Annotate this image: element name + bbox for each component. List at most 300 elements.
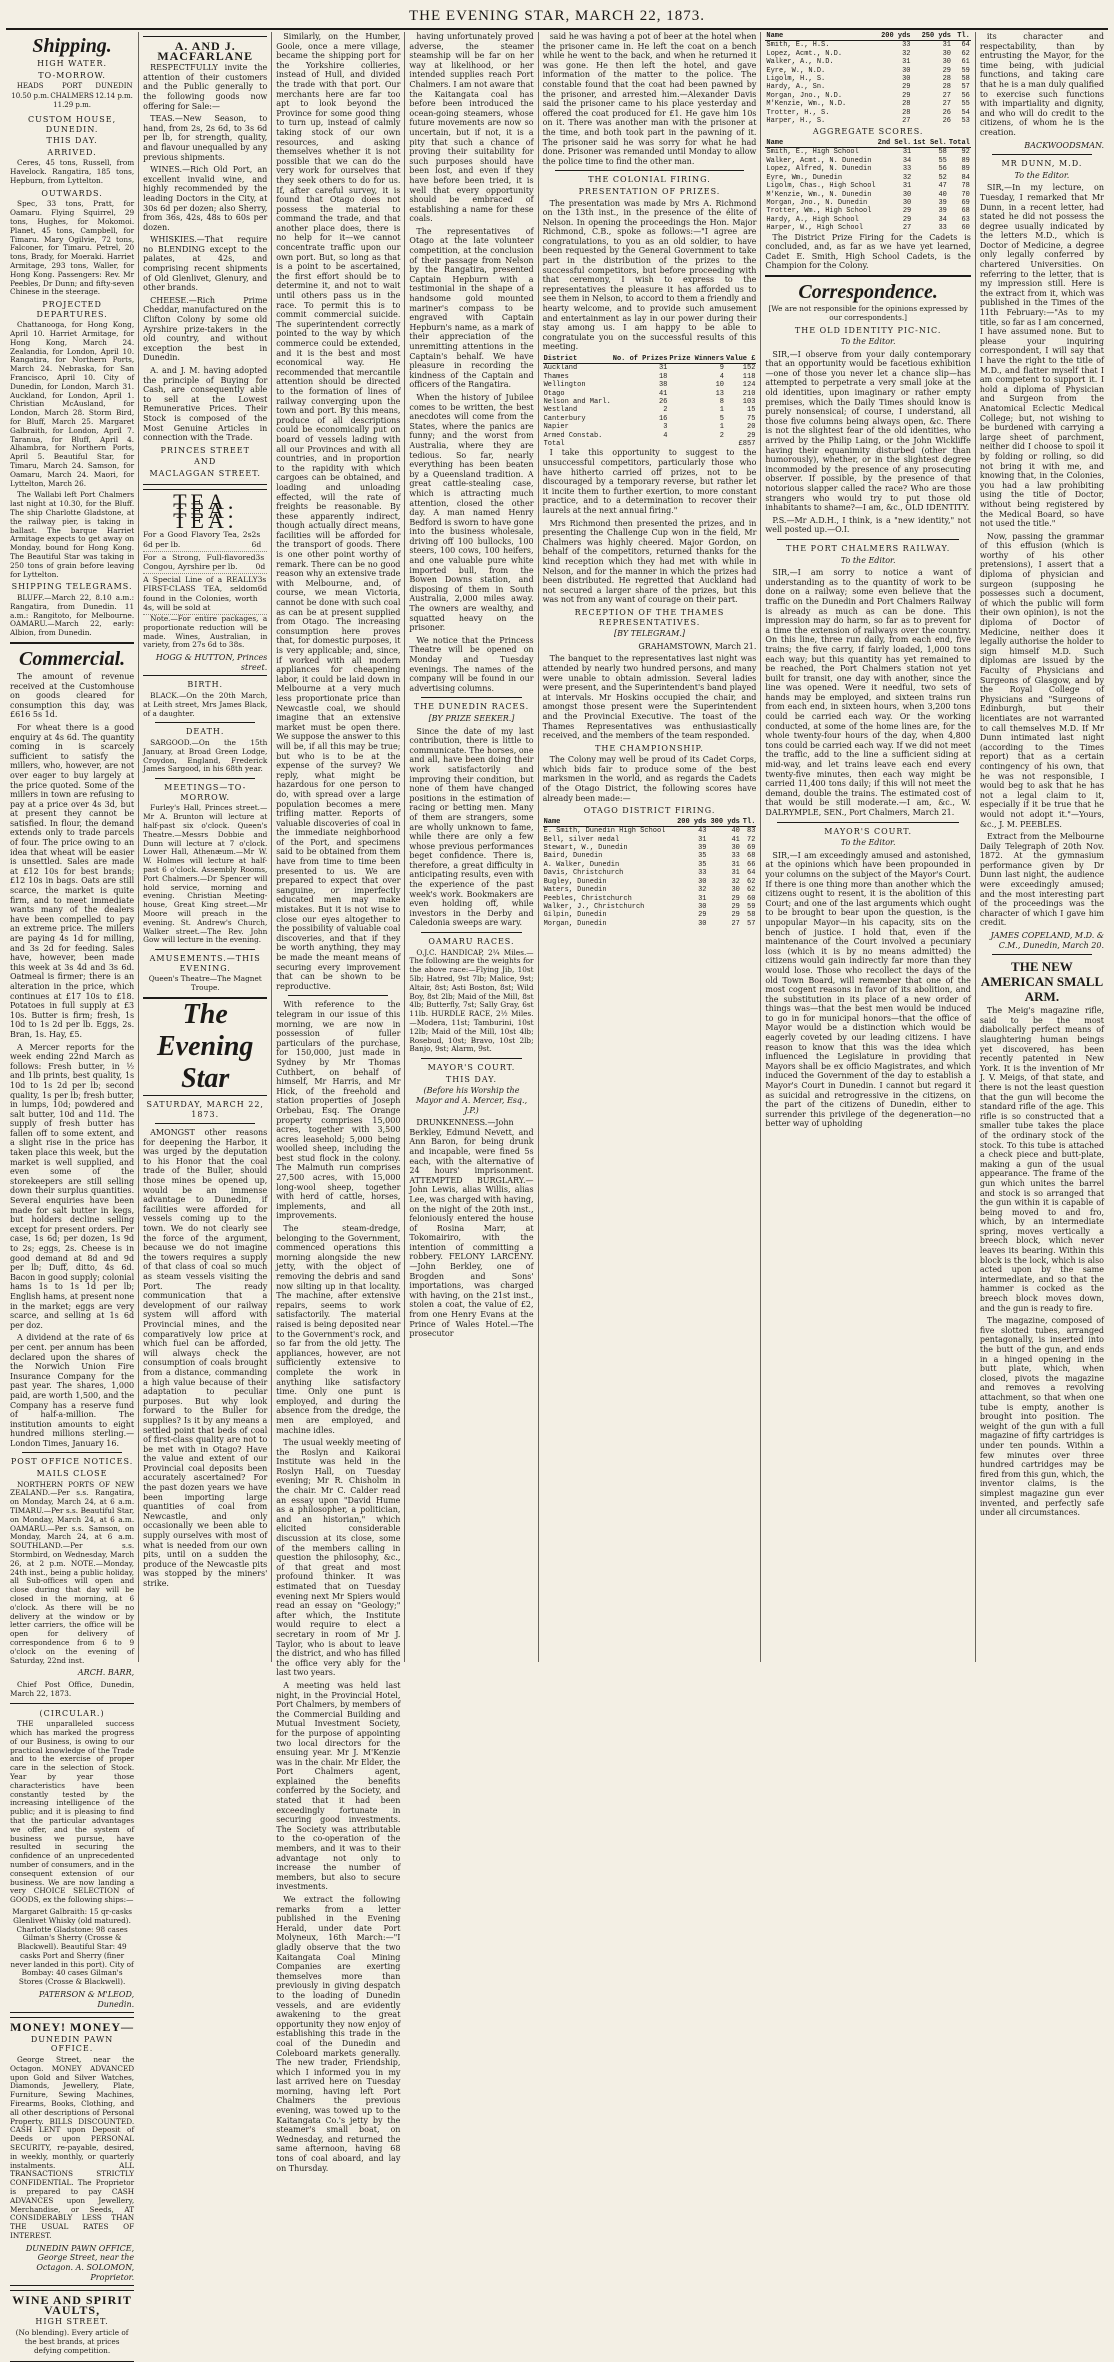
table-cell: 2 (663, 406, 668, 415)
table-row (543, 423, 757, 431)
news-paragraph: The steam-dredge, belonging to the Government, commenced operations this morning alongside the new jetty, with the object of removing the debris and sand now silting up in that locality. The machine, after extensive repairs, seems to work satisfactorily. The material raised is being deposited near to the Government's rock, and so far from the old jetty. The appliances, however, are not sufficiently extensive to complete the work in anything like satisfactory time. Only one punt is employed, and during the absence from the dredge, the men are employed, and machine idles. (276, 1224, 401, 1435)
table-row (765, 109, 970, 117)
divider (10, 642, 134, 644)
table-cell: Stewart, W., Dunedin (543, 844, 628, 853)
table-cell: Westland (543, 406, 578, 415)
colonial-firing-text: I take this opportunity to suggest to the unsuccessful competitors, particularly those who have hitherto carried off prizes, not to be discouraged by a temporary reverse, but rather let it incite them to further exertion, to more constant practice, and to a determination to recover their laurels at the next annual firing." (542, 448, 757, 516)
table-header-cell: Value £ (726, 355, 756, 363)
high-water-heading: HIGH WATER. (37, 59, 108, 68)
table-cell: 39 (938, 198, 947, 207)
table-cell: Walker, A., N.D. (766, 58, 834, 67)
table-cell: Ligolm, Chas., High School (766, 182, 876, 191)
table-cell: 41 (658, 389, 668, 398)
table-cell: 20 (747, 423, 756, 432)
circular-firm: PATERSON & M'LEOD, Dunedin. (38, 1990, 135, 2009)
macfarlane-wines: WINES.—Rich Old Port, an excellent invalid wine, and highly recommended by the leading Doctors in the City, at 30s 6d per dozen; also Sherry, from 36s, 42s, 48s to 60s per dozen. (143, 165, 268, 232)
column-7 (976, 32, 1108, 1662)
divider (421, 697, 521, 698)
table-header-cell: Tl. (952, 32, 971, 41)
table-cell: Harper, H., S. (766, 117, 826, 126)
table-cell: 62 (747, 877, 756, 886)
letter-signature: BACKWOODSMAN. (1024, 140, 1104, 150)
aggregate-heading: AGGREGATE SCORES. (812, 127, 924, 137)
table-header-row (543, 818, 757, 827)
death-text: SARGOOD.—On the 15th January, at Broad Green Lodge, Croydon, England, Frederick James Sargood, in his 68th year. (143, 738, 268, 774)
table-cell: M'Kenzie, Wm., N.D. (766, 100, 847, 109)
table-row (543, 406, 757, 414)
table-row (765, 157, 970, 165)
table-cell: 5 (719, 414, 724, 423)
table-cell: 28 (942, 75, 951, 84)
letter-text: Extract from the Melbourne Daily Telegraph of 20th Nov. 1872. At the gymnasium performance given by Dr Dunn last night, the audience were exceedingly amused; and the most interesting part of the proceedings was the character of which I gave him credit. (979, 832, 1104, 928)
tea-note: Note.—For entire packages, a proportionate reduction will be made. Wines, Australian, in variety, from 27s 6d to 38s. (143, 614, 268, 650)
meetings-heading: MEETINGS—TO-MORROW. (164, 783, 247, 802)
table-cell: 103 (742, 398, 756, 407)
tide-place: HEADS (16, 82, 44, 91)
letter-text: SIR,—I am exceedingly amused and astonished, at the opinions which have been propounded in your columns on the subject of the Mayor's Court. If there is one thing more than another which the citizens ought to resent, it is the abolition of this Court; and one of the last arguments which ought to be brought to bear upon the question, is the unpopular Mayor—in his capacity, sits on the bench of justice. I hold that, even if the maintenance of the Court involved a pecuniary loss (which it is by no means admitted) the citizens would gain indirectly far more than they would lose. Those who recollect the days of the old Town Board, will remember that one of the most cogent reasons in favor of its abolition, and the substitution in its place of a new order of things was—that the best men would be induced to go in for municipal honors—that the office of Mayor would be a distinction which would be eagerly coveted by our leading citizens. I have reason to know that this was the idea which influenced the Legislature in providing that Mayors shall be ex officio Magistrates, and which induced the Government of the day to establish a Mayor's Court in Dunedin. I cannot but regard it as suicidal and retrogressive in the citizens, on the part of the citizens of Dunedin, either to surrender this privilege of the degeneration—no better way of upholding (765, 850, 971, 1129)
table-cell: 32 (698, 886, 707, 895)
letter-postscript: P.S.—Mr A.D.H., I think, is a "new identity," not well posted up.—O.I. (765, 515, 971, 535)
table-cell: 29 (942, 66, 951, 75)
table-cell: Trotter, H., S. (766, 108, 830, 117)
table-cell: 56 (938, 165, 947, 174)
table-header-row (765, 32, 970, 41)
divider (155, 778, 255, 779)
table-cell: 27 (902, 117, 911, 126)
letter-text: SIR,—I am sorry to notice a want of understanding as to the quantity of work to be done on a railway; some even believe that the traffic on the Dunedin and Port Chalmers Railway is already as much as can be done. This impression may do harm, so far as to prevent for a time the extension of railways over the country. On this line, three run daily, from each end, five trains; the five carry, if fairly loaded, 1,000 tons each way; but this quantity has yet remained to be reached, the Port Chalmers station not yet built for transit, one day with another, since the line was opened. Were it needful, two sets of hands may be employed, and sixteen trains run from each end, in sixteen hours, when 3,200 tons could be carried each way. Or the working conducted, at some of the home lines are, for the whole twenty-four hours of the day, when 4,800 tons could be carried each way. If we did not meet the traffic, add to the line a sufficient siding at mid-way, and let trains leave each end every twenty-five minutes, then each way might be carried 11,400 tons daily; if this will not meet the demand, double the trains. The estimated cost of that would be still moderate.—I am, &c., W. DALRYMPLE, SEN., Port Chalmers, March 21. (765, 568, 971, 817)
post-office-date: Chief Post Office, Dunedin, March 22, 1873. (10, 1679, 135, 1698)
table-cell: 27 (902, 224, 912, 233)
table-cell: 29 (731, 902, 740, 911)
table-cell: 30 (942, 49, 951, 58)
table-cell: Davis, Christchurch (543, 869, 624, 878)
to-morrow-label: TO-MORROW. (38, 70, 106, 80)
table-row (543, 381, 757, 389)
table-cell: 89 (961, 156, 970, 165)
tide-place: DUNEDIN (95, 82, 133, 91)
table-cell: 33 (902, 41, 911, 50)
table-header-cell: Tl. (742, 817, 756, 826)
table-cell: 2 (719, 431, 724, 440)
table-header-cell: No. of Prizes (612, 355, 668, 363)
outwards-text: Spec, 33 tons, Pratt, for Oamaru. Flying Squirrel, 29 tons, Hughes, for Mokomoi. Planet, 45 tons, Campbell, for Timaru. Mary Ogilvie, 72 tons, Falconer, for Timaru. Petrel, 20 tons, Brady, for Moeraki. Harriet Armitage, 293 tons, Waller, for Hong Kong. Passengers: Rev. Mr Peebles, Dr Dunn; and fifty-seven Chinese in the steerage. (10, 199, 135, 297)
table-cell: 30 (698, 902, 707, 911)
wine-subheading: HIGH STREET. (35, 2317, 109, 2327)
table-cell: 43 (698, 827, 707, 836)
divider (992, 154, 1092, 155)
oamaru-races-text: O.J.C. HANDICAP, 2¼ Miles.—The following are the weights for the above race:—Flying Jib, 10st 5lb; Hatred, 9st 7lb; Malice, 9st; Altair, 8st; Asti Boston, 8st; Wild Boy, 8st 2lb; Maid of the Mill, 8st 4lb; Butterfly, 7st; Sally Gray, 6st 11lb. HURDLE RACE, 2½ Miles.—Modera, 11st; Tamburini, 10st 12lb; Maid of the Mill, 10st 4lb; Rosebud, 10st; Bravo, 10st 2lb; Banjo, 9st; Alarm, 9st. (409, 947, 534, 1054)
championship-text: The Colony may well be proud of its Cadet Corps, which bids fair to produce some of the best marksmen in the world, and as regards the Cadets of the Otago District, the following scores have already been made:— (542, 755, 757, 803)
table-cell: 58 (938, 148, 947, 157)
table-cell: 152 (742, 364, 756, 373)
tide-time: 12.14 p.m. (95, 91, 133, 100)
divider (155, 949, 255, 950)
letter-heading: THE PORT CHALMERS RAILWAY. (785, 543, 951, 553)
table-cell: 124 (742, 381, 756, 390)
tea-price-row (143, 552, 267, 574)
table-cell: 57 (747, 919, 756, 928)
telegrams-heading: SHIPPING TELEGRAMS. (11, 582, 133, 592)
column-2 (139, 32, 272, 1662)
table-cell: Walker, J., Christchurch (543, 902, 645, 911)
oamaru-races-heading: OAMARU RACES. (428, 937, 515, 947)
table-cell: 28 (942, 83, 951, 92)
table-header-cell: Name (543, 818, 675, 827)
tea-price-row (143, 574, 267, 615)
table-cell: 41 (731, 835, 740, 844)
column-6 (761, 32, 975, 1662)
wine-heading: WINE AND SPIRIT VAULTS, (12, 2293, 132, 2317)
table-cell: 92 (961, 148, 970, 157)
news-paragraph: The representatives of Otago at the late volunteer competition, at the conclusion of their passage from Nelson by the Rangatira, presented Captain Hepburn with a testimonial in the shape of a handsome gold mounted mariner's compass to be engraved with Captain Hepburn's name, as a mark of their appreciation of the unremitting attentions in the Captain's behalf. We have pleasure in recording the kindness of the Captain and officers of the Rangatira. (409, 226, 534, 390)
macfarlane-heading: A. AND J. MACFARLANE (157, 39, 254, 63)
table-cell: 54 (961, 108, 970, 117)
table-cell: 29 (902, 215, 912, 224)
money-subheading: DUNEDIN PAWN OFFICE. (30, 2034, 114, 2054)
table-cell: 32 (731, 877, 740, 886)
table-cell: 30 (731, 844, 740, 853)
table-cell: Nelson and Marl. (543, 398, 611, 407)
table-cell: Hardy, A., High School (766, 215, 859, 224)
table-cell: 16 (658, 414, 668, 423)
death-heading: DEATH. (185, 727, 225, 737)
table-cell: 70 (961, 190, 970, 199)
divider (155, 722, 255, 723)
money-heading: MONEY! MONEY— (10, 2020, 135, 2035)
table-cell: 30 (942, 58, 951, 67)
table-cell: Ligolm, H., S. (766, 75, 826, 84)
table-cell: 8 (719, 398, 724, 407)
table-cell: 31 (698, 894, 707, 903)
meetings-text: Furley's Hall, Princes street.—Mr A. Brunton will lecture at half-past six o'clock. Queen's Theatre.—Messrs Dobbie and Dunn will lecture at 7 o'clock. Lower Hall, Athenæum.—Mr W. W. Holmes will lecture at half-past 6 o'clock. Assembly Rooms, Port Chalmers.—Dr Spencer will hold service, morning and evening. Christian Meeting-house, Great King street.—Mr Moore will preach in the evening. St. Andrew's Church, Walker street.—The Rev. John Gow will lecture in the evening. (143, 803, 268, 945)
table-cell: Thames (543, 372, 569, 381)
table-cell: 27 (942, 100, 951, 109)
macfarlane-cheese: CHEESE.—Rich Prime Cheddar, manufactured on the Clifton Colony by some old Ayrshire prize-takers in the old country, and without exception the best in Dunedin. (143, 295, 268, 363)
table-cell: 33 (902, 165, 912, 174)
table-cell: Hardy, A., Sn. (766, 83, 826, 92)
table-cell: 26 (658, 398, 668, 407)
table-cell: Morgan, Dunedin (543, 919, 607, 928)
table-cell: Eyre, Wm., Dunedin (766, 173, 843, 182)
table-cell: 35 (698, 860, 707, 869)
editorial-continued: Similarly, on the Humber, Goole, once a mere village, became the shipping port for the Yorkshire collieries, instead of Hull, and divided the trade with that port. Our merchants here are far too apt to look beyond the Province for some good thing to turn up, instead of calmly taking stock of our own resources, and asking themselves whether it is not possible that we can do the very work for ourselves that they seek others to do for us. If, after careful survey, it is found that Otago does not possess the material to command the trade, and that another place does, there is no help for it—we cannot concentrate traffic upon our own port. But, so long as that is a point to be ascertained, the first effort should be to determine it, and not to wait until others pass us in the race. To permit this is to commit commercial suicide. The superintendent correctly pointed to the way by which commerce could be extended, and it is the best and most economical way. He recommended that mercantile attention should be directed to the formation of lines of railway converging upon the town and port. By this means, produce of all descriptions could be economically put on board of vessels lading with all our Provinces and with all countries, and in proportion to the rapidity with which cargoes can be obtained, and loading and unloading effected, will the rate of freights be reasonable. By these apparently indirect, though actually direct means, facilities will be afforded for the transport of goods. There is one other point worthy of remark. There can be no good reason why an extensive trade with Melbourne, and, of course, we mean Victoria, cannot be done with such coal as can be at present supplied from Otago. The increasing consumption here proves that, for domestic purposes, it is very applicable; and, since, if worked with all modern appliances for cheapening labor, it could be laid down in Melbourne at a very much less proportionate price than Newcastle coal, we should imagine that an extensive market must be open there. We suppose the answer to this will be, if all this may be true; but who is to be at the expense of the survey? We reply, what might be hazardous for one person to do, with spread over a large population becomes a mere trifling matter. Reports of valuable discoveries of coal in the immediate neighborhood of the Port, and specimens said to be obtained from them have from time to time been presented to us. We are prepared to expect that over sanguine, or imperfectly educated men may make mistakes. But it is not wise to close our eyes altogether to the possibility of valuable coal discoveries, and that if they be worth anything, they may be made the meant means of securing every improvement that can be shown to be reproductive. (276, 32, 401, 991)
court-continued: said he was having a pot of beer at the hotel when the prisoner came in. He left the coat on a bench while he went to the back, and when he returned it was gone. He then left the hotel, and gave information of the matter to the police. The constable found that the coat had been pawned by the prisoner, and arrested him.—Alexander Davis said the prisoner came to his place yesterday and offered the coat produced for £1. He gave him 10s on it. There was another man with the prisoner at the time, and both took part in the pawning of it. The prisoner said he was sorry for what he had done. Prisoner was remanded until Monday to allow the police time to find the other man. (542, 32, 757, 166)
table-cell: 26 (942, 108, 951, 117)
table-row (765, 199, 970, 207)
table-row (543, 398, 757, 406)
table-row (765, 191, 970, 199)
table-cell: 63 (961, 215, 970, 224)
table-row (765, 67, 970, 75)
birth-heading: BIRTH. (187, 680, 224, 690)
macfarlane-intro: RESPECTFULLY invite the attention of their customers and the Public generally to the following goods now offering for Sale:— (143, 63, 268, 111)
table-cell: 60 (961, 224, 970, 233)
circular-advert (10, 1703, 134, 2014)
column-1 (6, 32, 139, 2355)
table-cell: Auckland (543, 364, 578, 373)
projected-heading: PROJECTED DEPARTURES. (36, 300, 108, 319)
otago-scores-table (543, 818, 757, 928)
letter-heading: MR DUNN, M.D. (1001, 159, 1083, 169)
table-header-cell: 200 yds (674, 818, 707, 827)
editorial-text: AMONGST other reasons for deepening the Harbor, it was urged by the deputation to his Honor that the coal trade of the Buller, should those mines be opened up, would be an immense advantage to Dunedin, if facilities were afforded for vessels coming up to the town. We do not clearly see the force of the argument, because we do not imagine the towers requires a supply of that class of coal so much as steam vessels visiting the Port. The ready communication that a development of our railway system will afford with Provincial mines, and the comparatively low price at which fuel can be afforded, will always check the consumption of coals brought from a distance, commanding a high value because of their adaptation to peculiar purposes. But why look forward to the Buller for supplies? Is it by any means a settled point that beds of coal of first-class quality are not to be met with in Otago? Have the value and extent of our Provincial coal deposits been accurately ascertained? For the past dozen years we have been importing large quantities of coal from Newcastle, and only occasionally we been able to supply ourselves with most of what is needed from our own pits, until on a sudden the produce of the Newcastle pits was stopped by the miners' strike. (143, 1128, 268, 1589)
table-row (543, 364, 757, 373)
wine-text: (No blending). Every article of the best brands, at prices defying competition. (15, 2327, 129, 2355)
colonial-firing-text: The presentation was made by Mrs A. Richmond on the 13th inst., in the presence of the élite of Nelson. In opening the proceedings the Hon. Major Richmond, C.B., spoke as follows:—"I agree are congratulations, to you as an old soldier, to have been requested by the General Government to take part in the distribution of the prizes to the successful competitors, but before proceeding with that ceremony, I wish to express to the representatives the pleasure it has afforded us to see them in Nelson, to accord to them a friendly and hearty welcome, and to provide such amusement and entertainment as lay in our power during their stay among us. I am happy to be able to congratulate you on the successful results of this meeting. (542, 198, 757, 352)
table-cell: 29 (731, 911, 740, 920)
table-row (765, 224, 970, 232)
money-firm: DUNEDIN PAWN OFFICE, George Street, near the Octagon. A. SOLOMON, Proprietor. (25, 2243, 135, 2282)
tea-item: For a Good Flavory Tea, 2s 6d per lb. (143, 530, 252, 549)
table-cell: 30 (698, 877, 707, 886)
table-cell: 30 (902, 190, 912, 199)
circular-ships: Margaret Galbraith: 15 qr-casks Glenlivet Whisky (old matured). Charlotte Gladstone: 98 cases Gilman's Sherry (Crosse & Blackwell). Beautiful Star: 49 casks Port and Sherry (finer never landed in this port). City of Bombay: 40 cases Gilman's Stores (Crosse & Blackwell). (10, 1906, 134, 1987)
letter-continued: its character and respectability, than by entrusting the Mayor, for the time being, with judicial functions, and taking care that he is a man duly qualified to exercise such functions with impartiality and dignity, and who will do credit to the citizens, of whom he is the creation. (979, 32, 1104, 137)
table-cell: 29 (902, 91, 911, 100)
table-row (543, 895, 757, 903)
wine-advert (10, 2290, 134, 2362)
table-row (543, 836, 757, 844)
table-row (765, 50, 970, 58)
table-header-cell: Prize Winners (669, 355, 724, 363)
table-header-cell: 250 yds (911, 32, 952, 41)
table-cell: 40 (938, 190, 947, 199)
table-cell: 30 (902, 66, 911, 75)
news-paragraph: When the history of Jubilee comes to be written, the best anecdotes will come from the States, where the panics are funny; and the worst from Australia, where they are tedious. So far, nearly everything has been beaten by a Queensland tradition. A great cattle-stealing case, which is attracting much attention, closed the other day. A man named Henry Bedford is sworn to have gone into the business wholesale, driving off 100 bullocks, 100 steers, 100 cows, 100 heifers, and one valuable pure white imported bull, from the Bowen Downs station, and disposing of them in South Australia, 2,000 miles away. The owners are wealthy, and squatted heavy on the prisoner. (409, 392, 534, 633)
telegrams-text: BLUFF.—March 22, 8.10 a.m.: Rangatira, from Dunedin. 11 a.m.: Rangitoto, for Melbourne. OAMARU.—March 22, early: Albion, from Dunedin. (10, 592, 135, 638)
table-cell: 56 (961, 91, 970, 100)
table-cell: 32 (902, 49, 911, 58)
table-row (765, 41, 970, 50)
table-cell: 59 (747, 902, 756, 911)
table-cell: 29 (902, 83, 911, 92)
table-cell: 30 (902, 75, 911, 84)
table-cell: 4 (719, 372, 724, 381)
commercial-paragraph: A Mercer reports for the week ending 22nd March as follows: Fresh butter, in ½ and 1lb prints, best quality, 1s 10d to 1s 2d per lb; second quality, 1s per lb; fresh butter, in lumps, 10d; powdered and salt butter, 10d and 11d. The supply of fresh butter has fallen off to some extent, and a slight rise in the price has taken place this week, but the market is well supplied, and even some of the storekeepers are still selling down their surplus quantities. Several enquiries have been made for salt butter in kegs, but holders decline selling except for present orders. Per case, 1s 6d; per dozen, 1s 9d to 2s; eggs, 2s. Cheese is in good demand at 8d and 9d per lb; Duff, ditto, 4s 6d. Bacon in good supply; colonial hams 1s to 1s 1d per lb; English hams, at present none in the market; eggs are very scarce, and selling at 1s 6d per doz. (10, 1042, 135, 1330)
table-cell: 59 (961, 66, 970, 75)
table-cell: 27 (942, 91, 951, 100)
table-cell: 29 (902, 207, 912, 216)
table-cell: Napier (543, 423, 569, 432)
table-cell: 34 (902, 156, 912, 165)
table-cell: 78 (961, 182, 970, 191)
mails-close-label: MAILS CLOSE (36, 1469, 108, 1479)
championship-heading: THE CHAMPIONSHIP. (595, 743, 704, 753)
table-cell: 62 (961, 49, 970, 58)
table-row (765, 83, 970, 91)
table-cell: 29 (747, 431, 756, 440)
table-cell: 69 (747, 844, 756, 853)
mayors-court-text: DRUNKENNESS.—John Berkley, Edmund Nevett, and Ann Baron, for being drunk and incapable, were fined 5s each, with the alternative of 24 hours' imprisonment. ATTEMPTED BURGLARY.—John Lewis, alias Willis, alias Lee, was charged with having, on the night of the 20th inst., feloniously entered the house of Rosina Marr, at Tokomairiro, with the intention of committing a robbery. FELONY LARCENY.—John Berkley, one of Brogden and Sons' importations, was charged with having, on the 21st inst., stolen a coat, the value of £2, from one Henry Evans at the Prince of Wales Hotel.—The prosecutor (409, 1118, 534, 1339)
table-cell: Peebles, Christchurch (543, 894, 632, 903)
rifle-text: The magazine, composed of five slotted tubes, arranged pentagonally, is inserted into the butt of the gun, and ends in a hinged opening in the butt plate, which, when closed, pivots the magazine and removes a revolving attachment, so that when one tube is empty, another is brought into position. The weight of the gun with a full magazine of fifty cartridges is under ten pounds. Within a few minutes over three hundred cartridges may be fired from this gun, which, the inventor claims, is the simplest magazine gun ever invented, and perfectly safe under all circumstances. (979, 1316, 1104, 1518)
letter-heading: THE OLD IDENTITY PIC-NIC. (794, 325, 942, 335)
table-cell: 31 (942, 41, 951, 50)
news-paragraph: We notice that the Princess Theatre will be opened on Monday and Tuesday evenings. The names of the company will be found in our advertising columns. (409, 635, 534, 693)
table-row (543, 415, 757, 423)
amusements-heading: AMUSEMENTS.—THIS EVENING. (149, 954, 261, 973)
table-header-cell: 300 yds (707, 818, 740, 827)
table-cell: 118 (742, 372, 756, 381)
arrived-text: Ceres, 45 tons, Russell, from Havelock. Rangatira, 185 tons, Hepburn, from Lyttelton. (10, 158, 135, 185)
macfarlane-and: AND (194, 457, 217, 467)
tea-item: For a Strong, Full-flavored Congou, Ayrshire per lb. (143, 552, 256, 572)
tea-price: 3s 6d (257, 574, 268, 594)
divider (555, 170, 745, 171)
table-cell: 28 (902, 108, 911, 117)
projected-text: Chattanooga, for Hong Kong, April 10. Harriet Armitage, for Hong Kong, March 24. Zealandia, for London, April 10. Rangatira, for Northern Ports, March 24. Nebraska, for San Francisco, April 10. City of Dunedin, for London, March 31. Auckland, for London, April 1. Christian McAusland, for London, March 28. Storm Bird, for Bluff, March 25. Margaret Galbraith, for London, April 7. Taranua, for Bluff, April 4. Alhambra, for Northern Ports, April 5. Beautiful Star, for Timaru, March 24. Samson, for Oamaru, March 24. Maori, for Lyttelton, March 26. (10, 320, 135, 488)
shipping-heading: Shipping. (32, 35, 112, 57)
table-row (765, 174, 970, 182)
colonial-firing-text: Mrs Richmond then presented the prizes, and in presenting the Challenge Cup won in the field, Mr Chalmers was highly cheered. Major Gordon, on behalf of the competitors, returned thanks for the kind reception which they had met with while in Nelson, and for the manner in which the prizes had been distributed. He regretted that Auckland had not secured a larger share of the prizes, but this was not from any want of courage on their part. (542, 518, 757, 605)
tide-time: 10.50 p.m. (11, 91, 50, 100)
table-cell: Morgan, Jno., N. Dunedin (766, 198, 868, 207)
table-row (765, 165, 970, 173)
reception-heading: RECEPTION OF THE THAMES REPRESENTATIVES. (574, 607, 725, 627)
news-paragraph: With reference to the telegram in our issue of this morning, we are now in possession of fuller particulars of the purchase, for 150,000, just made in Sydney by Mr Thomas Cuthbert, on behalf of himself, Mr Harris, and Mr Hick, of the freehold and station properties of Joseph Orbebau, Esq. The Orange property comprises 15,000 acres, together with 3,500 acres leasehold; 5,000 being woolled sheep, including the best stud flock in the colony. The Malmuth run comprises 27,500 acres, with 15,000 long-wool sheep, together with herd of cattle, horses, implements, and all improvements. (276, 1000, 401, 1221)
table-row (543, 827, 757, 836)
table-row (543, 886, 757, 894)
money-advert (10, 2017, 134, 2286)
table-cell: 18 (658, 372, 668, 381)
post-office-text: NORTHERN PORTS OF NEW ZEALAND.—Per s.s. Rangatira, on Monday, March 24, at 6 a.m. TIMARU.—Per s.s. Beautiful Star, on Monday, March 24, at 6 a.m. OAMARU.—Per s.s. Samson, on Monday, March 24, at 6 a.m. SOUTHLAND.—Per s.s. Stormbird, on Wednesday, March 26, at 2 p.m. NOTE.—Monday, 24th inst., being a public holiday, all Sub-offices will open and close during that day will be closed in the morning, at 6 o'clock. As there will be no delivery at the window or by letter carriers, the office will be open for delivery of correspondence from 6 to 9 o'clock on the evening of Saturday, 22nd inst. (10, 1479, 135, 1665)
mayors-court-date: THIS DAY. (445, 1074, 498, 1084)
circular-text: THE unparalleled success which has marked the progress of our Business, is owing to our practical knowledge of the Trade and to the exercise of proper care in the selection of Stock. Year by year those characteristics have been constantly tested by the increasing intelligence of the public; and it is pleasing to find that the particular advantages we offer, and the system of business we pursue, have resulted in securing the confidence of an unprecedented number of consumers, and in the consequent extension of our business. We are now landing a very CHOICE SELECTION of GOODS, ex the following ships:— (10, 1719, 135, 1905)
table-cell: 52 (938, 173, 947, 182)
divider (22, 1452, 122, 1453)
table-cell: Wellington (543, 381, 586, 390)
table-cell: 83 (747, 827, 756, 836)
customs-heading: CUSTOM HOUSE, DUNEDIN. (28, 114, 117, 134)
amusements-text: Queen's Theatre—The Magnet Troupe. (148, 974, 262, 993)
tea-banner: TEA. TEA. TEA. (173, 488, 238, 533)
column-3 (272, 32, 405, 2173)
reception-byline: [BY TELEGRAM.] (613, 629, 686, 639)
table-cell: 47 (938, 182, 947, 191)
commercial-heading: Commercial. (19, 647, 126, 670)
divider (777, 822, 958, 823)
aggregate-table (765, 139, 970, 232)
this-day-label: THIS DAY. (46, 136, 98, 146)
table-cell: 10 (715, 381, 724, 390)
circular-heading: (CIRCULAR.) (39, 1708, 105, 1718)
table-cell: 69 (961, 198, 970, 207)
table-cell: 39 (938, 207, 947, 216)
money-text: George Street, near the Octagon. MONEY ADVANCED upon Gold and Silver Watches, Diamonds, Jewellery, Plate, Furniture, Sewing Machines, Firearms, Books, Clothing, and all other descriptions of Personal Property. BILLS DISCOUNTED. CASH LENT upon Deposit of Deeds or upon PERSONAL SECURITY, re-payable, desired, in weekly, monthly, or quarterly instalments. ALL TRANSACTIONS STRICTLY CONFIDENTIAL. The Proprietor is prepared to pay CASH ADVANCES upon Jewellery, Merchandise, or Seeds, AT CONSIDERABLY LESS THAN THE USUAL RATES OF INTEREST. (10, 2055, 135, 2240)
table-cell: 31 (902, 58, 911, 67)
table-cell: 60 (747, 894, 756, 903)
tide-heads (10, 82, 50, 111)
table-row (543, 903, 757, 911)
table-cell: 31 (902, 148, 912, 157)
divider (765, 275, 970, 277)
table-cell: Lopez, Acmt., N.D. (766, 49, 843, 58)
table-header-cell: 2nd Sel. (877, 139, 912, 148)
races-byline: [BY PRIZE SEEKER.] (428, 713, 515, 723)
table-cell: 3 (663, 423, 668, 432)
table-cell: 75 (747, 414, 756, 423)
tide-place: PORT CHALMERS (50, 82, 94, 100)
races-text: Since the date of my last contribution, there is little to communicate. The horses, one and all, have been doing their work satisfactorily and improving their condition, but none of them have changed positions in the estimation of racing or betting men. Many of them are strangers, some are wholly unknown to fame, while there are only a few whose previous performances beget confidence. There is, therefore, a great difficulty in anticipating results, even with the experience of the past week's work. Bookmakers are even holding off, while investors in the Derby and Caledonia sweeps are wary. (409, 726, 534, 928)
macfarlane-advert (143, 36, 267, 485)
letter-text: SIR,—I observe from your daily contemporary that an opportunity would be facetious exhibition—one of those you never let a chance slip—has attempted to perpetrate a very small joke at the old identities, upon imaginary or rather empty premises, which the Daily Times should know is purely nonsensical; of course, I understand, all those five columns being always open, &c. There is not the slightest fear of the old identities, who arrived by the Philip Laing, or the John Wickliffe having their equanimity disturbed (other than humorously), whether, or in the slightest degree incommoded by the presence of any prosecuting observer. If possible, by the presence of that notorious slapper called the race? Who are those strangers who would try to put those old inhabitants to shame?—I am, &c., OLD IDENTITY. (765, 349, 971, 513)
table-cell: 15 (747, 406, 756, 415)
divider (421, 932, 521, 933)
column-5 (539, 32, 762, 1662)
table-cell: 40 (731, 827, 740, 836)
divider (421, 1058, 521, 1059)
table-cell: 31 (698, 835, 707, 844)
table-cell: 89 (961, 165, 970, 174)
table-cell: 39 (698, 844, 707, 853)
tea-price-row (143, 529, 267, 551)
tea-advert (143, 489, 267, 677)
divider (288, 995, 388, 996)
table-cell: 210 (742, 389, 756, 398)
table-cell: 68 (961, 207, 970, 216)
table-row (765, 75, 970, 83)
outwards-heading: OUTWARDS. (41, 188, 103, 198)
correspondence-note: [We are not responsible for the opinions expressed by our correspondents.] (768, 303, 968, 322)
divider (777, 539, 958, 540)
table-cell: 64 (747, 869, 756, 878)
table-cell: M'Kenzie, Wm., N. Dunedin (766, 190, 872, 199)
table-row (765, 182, 970, 190)
table-row (765, 92, 970, 100)
table-cell: Lopez, Alfred, N. Dunedin (766, 165, 872, 174)
table-cell: 31 (731, 860, 740, 869)
letter-text: Now, passing the grammar of this effusion (which is worthy of his other pretensions), I assert that a diploma of physician and surgeon (supposing he possesses such a document, of which the public will form their own opinion), is not the diploma of Doctor of Medicine, neither does it legally authorise the holder to sign himself M.D. Such diplomas are issued by the Faculty of Physicians and Surgeons of Glasgow, and by the Royal College of Physicians and "Surgeons of Edinburgh, but their licentiates are not warranted to call themselves M.D. If Mr Dunn intimated last night (according to the Times report) that as a certain contingency of his own, that he was not responsible, I would beg to ask that he has not a legal claim to it, especially if it be true that he would not adopt it."—Yours, &c., J. M. PEEBLES. (979, 531, 1104, 829)
table-cell: 30 (698, 919, 707, 928)
table-cell: 64 (961, 41, 970, 50)
correspondence-heading: Correspondence. (798, 280, 938, 303)
table-cell: Waters, Dunedin (543, 886, 607, 895)
letter-text: SIR,—In my lecture, on Tuesday, I remarked that Mr Dunn, in a recent letter, had stated he did not possess the degree usually indicated by the letters M.D., which is Doctor of Medicine, a degree only legally conferred by chartered Universities. On referring to the letter, that is my impression still. Here is the extract from it, which was published in the Times of the 11th February:—"As to my title, so far as I am concerned, I have assumed none. But to please your inquiring correspondent, I will say that I have the right to the title of M.D., and flatter myself that I am competent to support it. I hold a diploma of Physician and Surgeon from the Anatomical Eclectic Medical College; but, not wishing to be burdened with carrying a large sheet of parchment, neither did I choose to spoil it by folding or rolling, so did not bring it with me, and knowing that, in the Colonies, you had a law prohibiting using the title of Doctor, without being registered by the Medical Board, so have not used the title." (979, 183, 1104, 529)
table-row (543, 373, 757, 381)
macfarlane-address: PRINCES STREET (160, 445, 250, 455)
table-cell: 68 (747, 852, 756, 861)
letter-addressee: To the Editor. (840, 838, 896, 848)
commercial-paragraph: The amount of revenue received at the Customhouse on goods cleared for consumption this day, was £616 5s 1d. (10, 671, 135, 720)
post-office-signature: ARCH. BARR, (77, 1668, 135, 1678)
tide-port-chalmers (50, 82, 94, 111)
table-cell: 1 (719, 423, 724, 432)
table-cell: 29 (731, 894, 740, 903)
table-row (765, 58, 970, 66)
table-cell: 33 (731, 852, 740, 861)
table-cell: Bell, silver medal (543, 835, 620, 844)
table-cell: Canterbury (543, 414, 586, 423)
letter-addressee: To the Editor. (840, 555, 896, 565)
table-row (765, 148, 970, 157)
table-cell: Morgan, Jno., N.D. (766, 91, 843, 100)
table-row (543, 852, 757, 860)
table-cell: 53 (961, 117, 970, 126)
table-row (765, 216, 970, 224)
total-value: £857 (738, 440, 756, 449)
table-cell: Smith, E., H.S. (766, 41, 830, 50)
columns (6, 32, 1108, 2355)
table-row (543, 844, 757, 852)
divider (155, 1123, 255, 1124)
table-cell: 35 (698, 852, 707, 861)
table-header-cell: Name (765, 139, 876, 148)
table-header-cell: Total (948, 139, 970, 148)
reception-text: The banquet to the representatives last night was attended by nearly two hundred persons, and many were unable to obtain admission. Several ladies were present, and the Superintendent's band played at intervals. Mr Hoskins occupied the chair, and amongst those present were the Superintendent and the Provincial Executive. The toast of the Thames Representatives was enthusiastically received, and the members of the team responded. (542, 654, 757, 741)
table-header-cell: District (543, 355, 612, 364)
prize-table (543, 355, 757, 448)
letter-signature: JAMES COPELAND, M.D. & C.M., Dunedin, March 20. (990, 931, 1104, 950)
